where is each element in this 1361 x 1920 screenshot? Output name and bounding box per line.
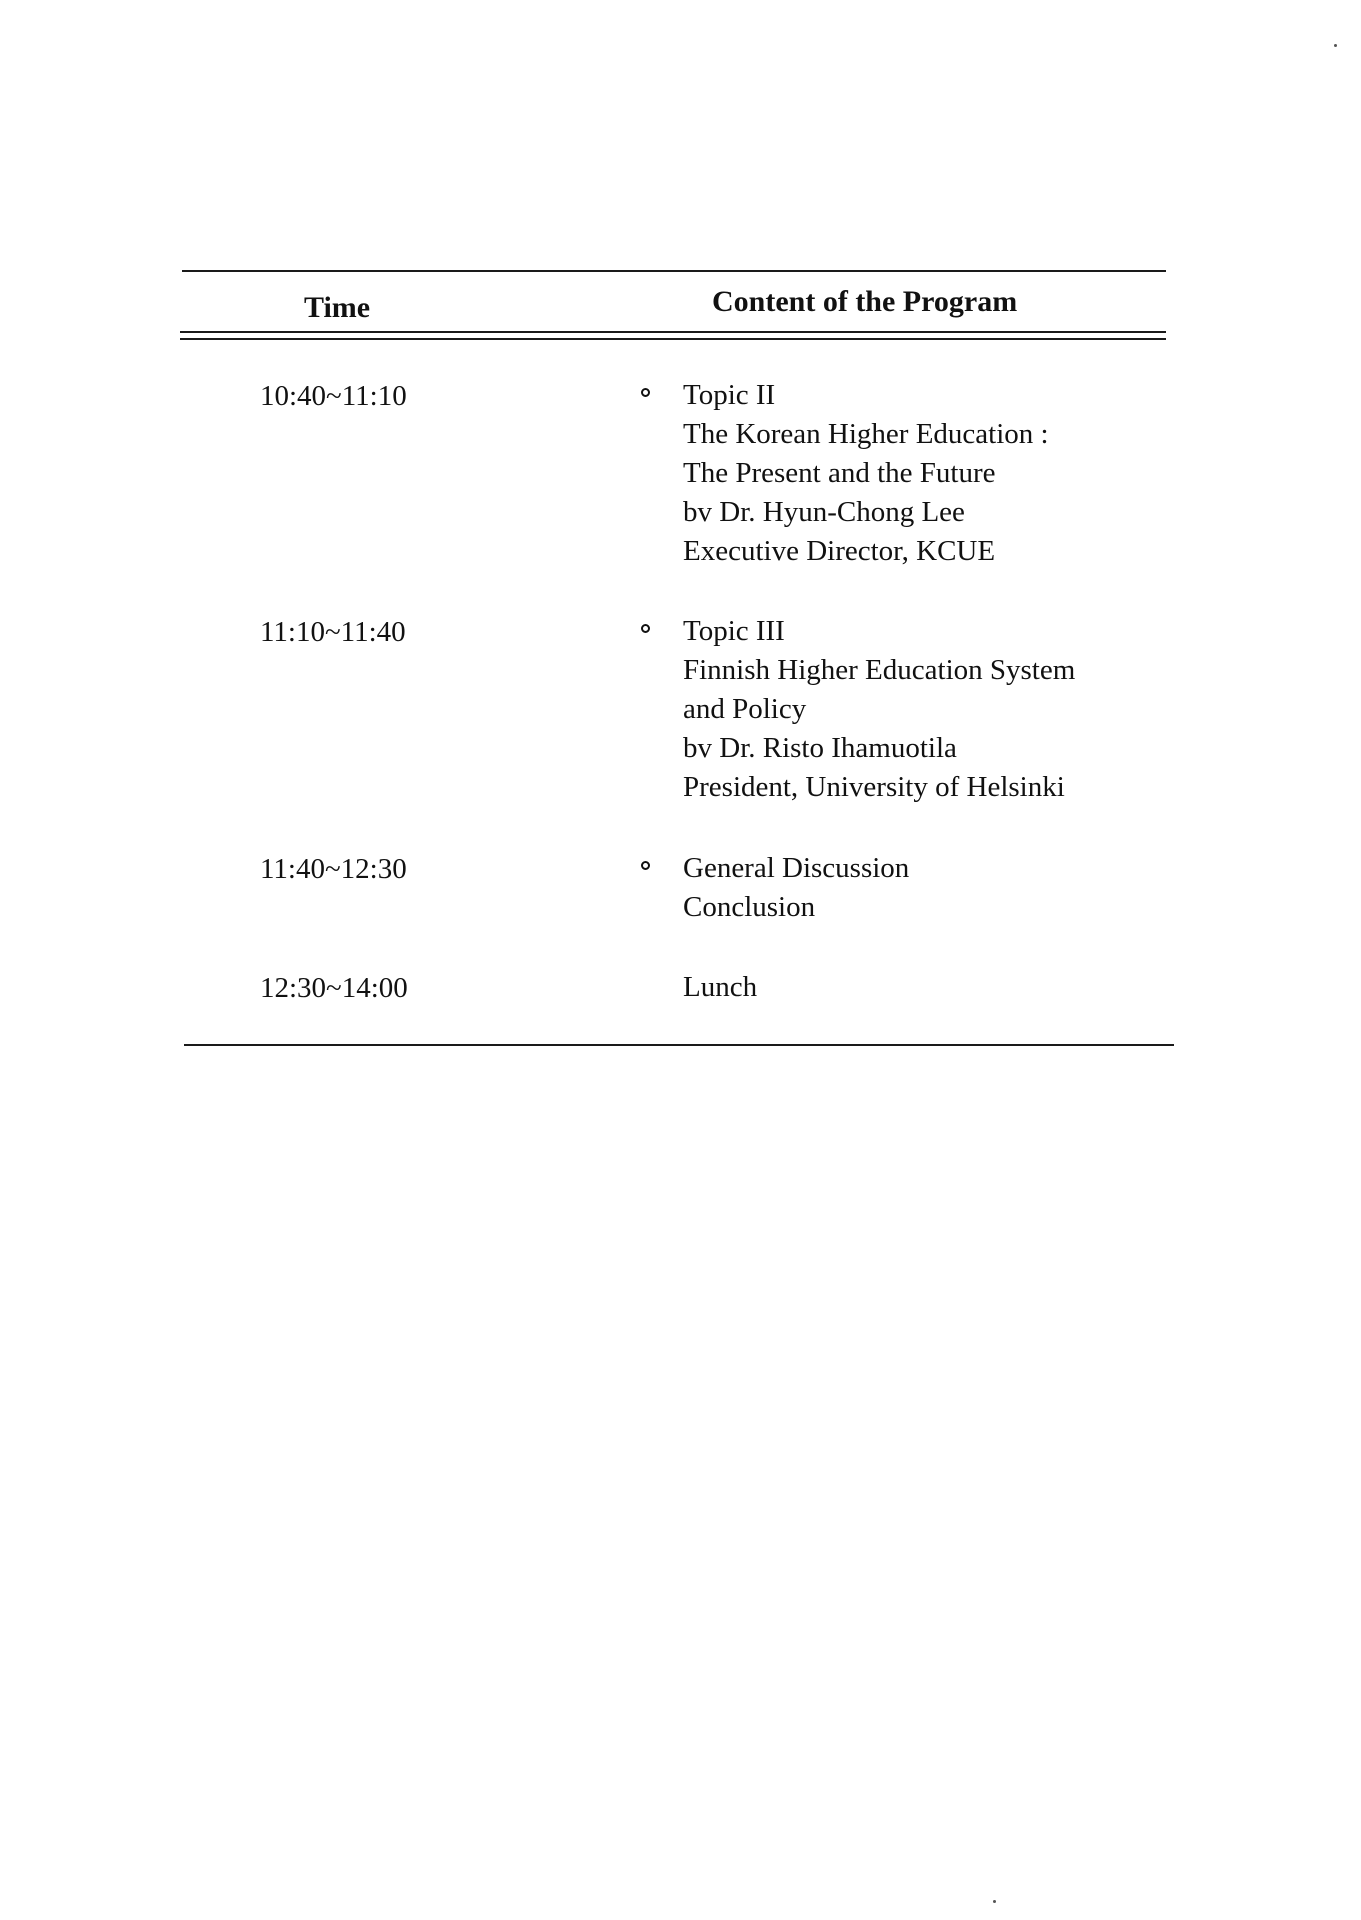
speaker-affiliation: President, University of Helsinki <box>683 771 1065 803</box>
scan-speck <box>993 1900 996 1903</box>
program-item: General Discussion <box>683 852 910 884</box>
speaker-name: bv Dr. Risto Ihamuotila <box>683 732 957 764</box>
program-item: Conclusion <box>683 891 816 923</box>
column-header-content: Content of the Program <box>712 285 1018 318</box>
content-cell <box>683 612 1075 807</box>
topic-line: Finnish Higher Education System <box>683 654 1076 686</box>
circle-bullet-icon <box>641 861 650 870</box>
time-cell: 11:40~12:30 <box>260 853 407 885</box>
speaker-name: bv Dr. Hyun-Chong Lee <box>683 496 965 528</box>
circle-bullet-icon <box>641 624 650 633</box>
topic-line: The Korean Higher Education : <box>683 418 1049 450</box>
time-cell: 12:30~14:00 <box>260 972 408 1004</box>
header-double-rule-upper <box>180 331 1166 333</box>
program-item: Lunch <box>683 971 758 1003</box>
column-header-time: Time <box>304 291 371 324</box>
time-cell: 11:10~11:40 <box>260 616 406 648</box>
table-top-rule <box>182 270 1166 272</box>
circle-bullet-icon <box>641 388 650 397</box>
content-cell <box>683 376 1049 571</box>
content-cell <box>683 849 909 927</box>
content-cell <box>683 968 757 1007</box>
table-bottom-rule <box>184 1044 1174 1046</box>
time-cell: 10:40~11:10 <box>260 380 407 412</box>
topic-line: The Present and the Future <box>683 457 996 489</box>
header-double-rule-lower <box>180 338 1166 340</box>
topic-title: Topic II <box>683 379 776 411</box>
topic-title: Topic III <box>683 615 785 647</box>
scan-speck <box>1334 44 1337 47</box>
topic-line: and Policy <box>683 693 807 725</box>
speaker-affiliation: Executive Director, KCUE <box>683 535 996 567</box>
